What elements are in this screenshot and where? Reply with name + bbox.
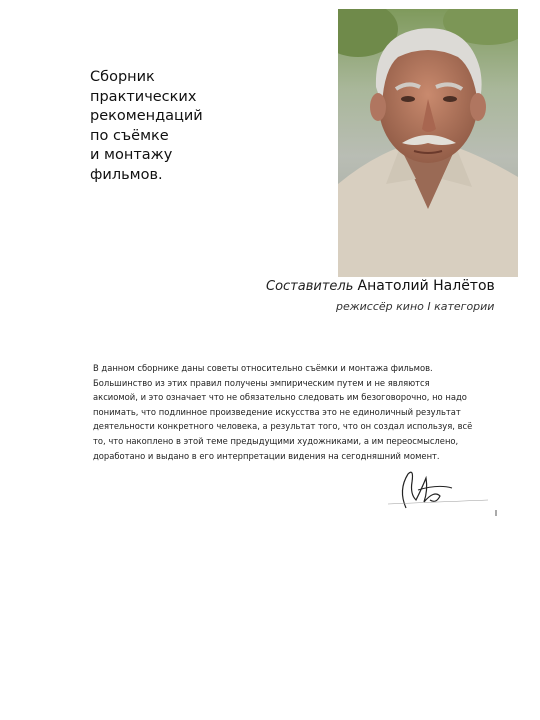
title-line: и монтажу [90,147,173,164]
body-line: деятельности конкретного человека, а результат того, что он создал используя, всё [93,421,473,432]
title-line: Сборник [90,69,155,85]
title-line: практических [90,88,197,105]
document-title [90,68,260,186]
portrait-image [338,9,518,277]
body-line: аксиомой, и это означает что не обязательно следовать им безоговорочно, но надо [93,392,467,403]
body-line: доработано и выдано в его интерпретации видения на сегодняшний момент. [93,450,440,461]
compiler-subtitle: режиссёр кино I категории [336,300,495,313]
body-line: то, что накоплено в этой теме предыдущими художниками, а им переосмыслено, [93,435,459,446]
portrait-photo [338,9,518,277]
title-line: рекомендаций [90,108,203,125]
body-paragraph [93,361,513,463]
compiler-line [266,278,495,294]
compiler-name: Анатолий Налётов [357,278,495,294]
title-line: по съёмке [90,127,169,144]
title-line: фильмов. [90,166,163,183]
body-line: понимать, что подлинное произведение искусства это не единоличный результат [93,406,461,417]
body-line: В данном сборнике даны советы относительно съёмки и монтажа фильмов. [93,363,433,373]
signature-image [378,460,498,520]
compiler-role: Составитель [266,279,354,294]
body-line: Большинство из этих правил получены эмпирическим путем и не являются [93,377,430,388]
handwritten-signature [378,460,498,520]
